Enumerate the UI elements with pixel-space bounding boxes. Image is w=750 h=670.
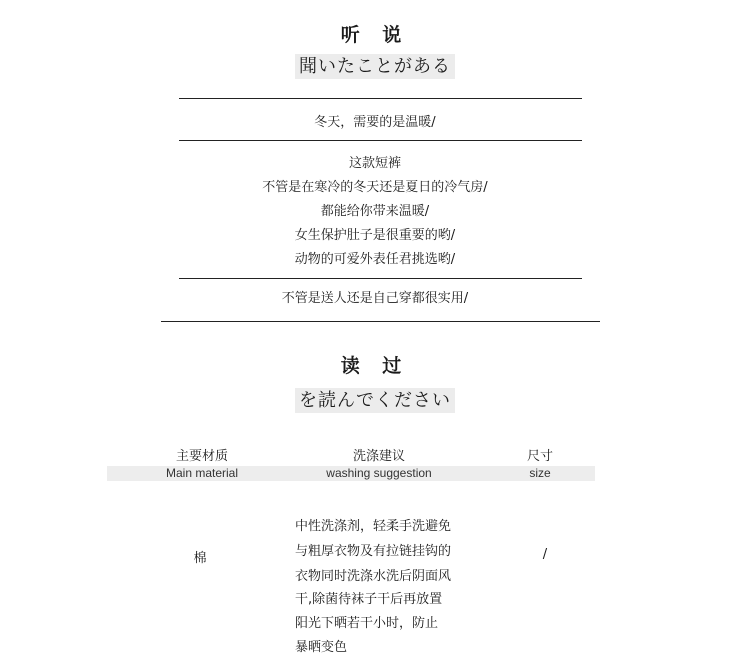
description-line-5: 动物的可爱外表任君挑选哟/ xyxy=(294,252,456,267)
material-value: 棉 xyxy=(193,551,207,566)
washing-line-5: 阳光下晒若干小时，防止 xyxy=(295,616,439,631)
washing-line-6: 暴晒变色 xyxy=(295,640,348,655)
column-header-material-en: Main material xyxy=(165,466,239,480)
washing-line-3: 衣物同时洗涤水洗后阴面风 xyxy=(295,569,452,584)
column-header-size-cn: 尺寸 xyxy=(526,449,553,464)
banner-listen: 聞いたことがある xyxy=(295,54,455,79)
washing-line-2: 与粗厚衣物及有拉链挂钩的 xyxy=(295,544,452,559)
divider-bottom xyxy=(161,321,600,322)
banner-read: を読んでください xyxy=(295,388,455,413)
washing-line-1: 中性洗涤剂，轻柔手洗避免 xyxy=(295,519,452,534)
column-header-material-cn: 主要材质 xyxy=(175,449,228,464)
description-line-1: 这款短裤 xyxy=(348,156,401,171)
banner-wrapper-read xyxy=(0,390,750,412)
size-value: / xyxy=(542,547,548,562)
closing-line: 不管是送人还是自己穿都很实用/ xyxy=(281,291,469,306)
banner-wrapper-listen xyxy=(0,56,750,78)
column-header-washing-en: washing suggestion xyxy=(326,466,432,480)
column-header-size-en: size xyxy=(529,466,551,480)
description-line-2: 不管是在寒冷的冬天还是夏日的冷气房/ xyxy=(262,180,488,195)
divider-top xyxy=(179,98,582,99)
washing-line-4: 干,除菌待袜子干后再放置 xyxy=(295,592,443,607)
description-line-4: 女生保护肚子是很重要的哟/ xyxy=(294,228,456,243)
description-line-3: 都能给你带来温暖/ xyxy=(320,204,430,219)
divider-upper xyxy=(179,140,582,141)
section-title-listen: 听 说 xyxy=(340,24,410,46)
column-header-washing-cn: 洗涤建议 xyxy=(352,449,405,464)
intro-line: 冬天，需要的是温暖/ xyxy=(314,115,436,130)
divider-lower xyxy=(179,278,582,279)
section-title-read: 读 过 xyxy=(340,355,410,377)
